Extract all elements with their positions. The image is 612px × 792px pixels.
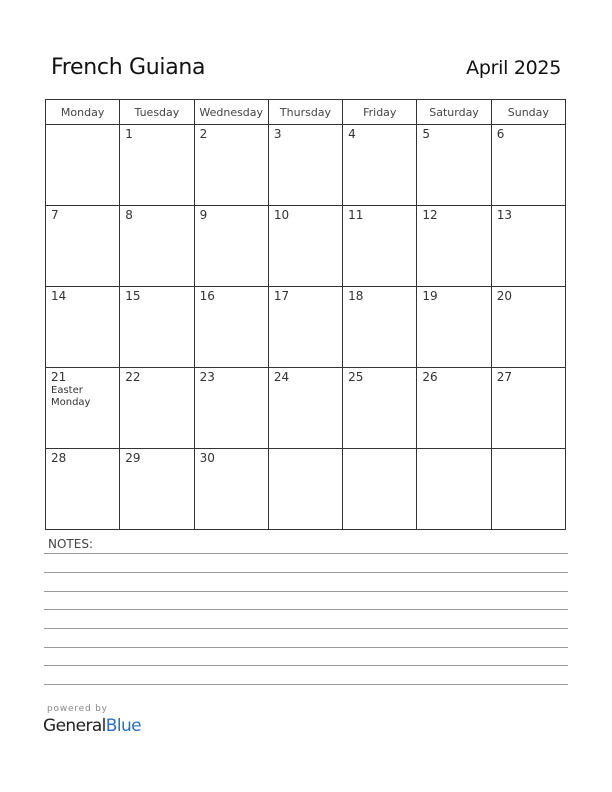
day-cell[interactable] (491, 206, 565, 287)
day-cell[interactable] (491, 287, 565, 368)
weekday-header: Wednesday (194, 100, 268, 125)
day-number: 25 (348, 370, 364, 384)
day-cell[interactable] (491, 368, 565, 449)
day-number: 8 (125, 208, 133, 222)
day-cell[interactable] (194, 287, 268, 368)
holiday-label: Easter Monday (51, 385, 91, 408)
day-cell[interactable] (268, 206, 342, 287)
day-number: 9 (199, 208, 208, 222)
note-line (44, 609, 568, 610)
day-cell[interactable] (120, 449, 194, 530)
calendar-body (46, 125, 566, 530)
day-number: 13 (496, 208, 512, 222)
weekday-header: Saturday (417, 100, 491, 125)
day-cell[interactable] (120, 125, 194, 206)
day-number: 11 (348, 208, 364, 222)
week-row (46, 287, 566, 368)
day-cell[interactable] (417, 449, 491, 530)
day-cell[interactable] (417, 368, 491, 449)
day-cell[interactable] (343, 368, 417, 449)
day-cell[interactable] (120, 287, 194, 368)
day-number: 29 (125, 451, 141, 465)
day-number: 1 (125, 127, 133, 141)
day-number: 23 (199, 370, 215, 384)
day-cell[interactable] (120, 368, 194, 449)
calendar-title: French Guiana (51, 55, 206, 80)
day-number: 7 (51, 208, 59, 222)
day-cell[interactable] (268, 125, 342, 206)
day-number: 5 (422, 127, 431, 141)
day-cell[interactable] (46, 449, 120, 530)
day-cell[interactable] (194, 206, 268, 287)
day-number: 28 (51, 451, 67, 465)
day-number: 4 (348, 127, 356, 141)
day-number: 22 (125, 370, 141, 384)
day-number: 6 (496, 127, 505, 141)
calendar-month: April 2025 (466, 57, 561, 79)
day-cell[interactable] (268, 287, 342, 368)
day-cell[interactable] (343, 449, 417, 530)
weekday-header: Sunday (491, 100, 565, 125)
day-cell[interactable] (491, 125, 565, 206)
day-cell[interactable] (343, 206, 417, 287)
weekday-header-row (46, 100, 566, 125)
day-cell[interactable] (417, 125, 491, 206)
day-cell[interactable] (194, 125, 268, 206)
note-line (44, 572, 568, 573)
day-cell[interactable] (417, 287, 491, 368)
day-number: 17 (273, 289, 290, 303)
day-number: 18 (348, 289, 364, 303)
day-cell[interactable] (46, 368, 120, 449)
week-row (46, 449, 566, 530)
weekday-header: Friday (343, 100, 417, 125)
day-cell[interactable] (417, 206, 491, 287)
brand-blue: Blue (105, 716, 142, 736)
day-number: 14 (51, 289, 67, 303)
day-number: 3 (273, 127, 282, 141)
week-row (46, 368, 566, 449)
day-number: 19 (422, 289, 438, 303)
day-number: 12 (422, 208, 438, 222)
weekday-header: Monday (46, 100, 120, 125)
note-line (44, 647, 568, 648)
day-number: 26 (422, 370, 438, 384)
day-cell[interactable] (268, 449, 342, 530)
day-cell[interactable] (491, 449, 565, 530)
week-row (46, 206, 566, 287)
day-number: 27 (496, 370, 512, 384)
day-number: 15 (125, 289, 141, 303)
day-cell[interactable] (194, 449, 268, 530)
brand-logo[interactable] (43, 716, 141, 736)
week-row (46, 125, 566, 206)
brand-general: General (43, 716, 106, 736)
note-line (44, 628, 568, 629)
day-cell[interactable] (343, 287, 417, 368)
day-number: 21 (51, 370, 67, 384)
day-number: 20 (496, 289, 512, 303)
day-number: 24 (273, 370, 290, 384)
note-line (44, 684, 568, 685)
day-cell[interactable] (46, 206, 120, 287)
day-number: 2 (199, 127, 208, 141)
day-cell[interactable] (343, 125, 417, 206)
day-cell[interactable] (46, 287, 120, 368)
notes-label: NOTES: (48, 537, 93, 551)
weekday-header: Thursday (268, 100, 342, 125)
day-cell[interactable] (268, 368, 342, 449)
note-line (44, 553, 568, 554)
day-number: 10 (273, 208, 290, 222)
powered-by-text: powered by (47, 704, 108, 714)
day-cell[interactable] (120, 206, 194, 287)
note-line (44, 591, 568, 592)
day-number: 16 (199, 289, 215, 303)
day-cell[interactable] (46, 125, 120, 206)
day-cell[interactable] (194, 368, 268, 449)
calendar-grid (45, 99, 566, 530)
day-number: 30 (199, 451, 215, 465)
note-line (44, 665, 568, 666)
weekday-header: Tuesday (120, 100, 194, 125)
